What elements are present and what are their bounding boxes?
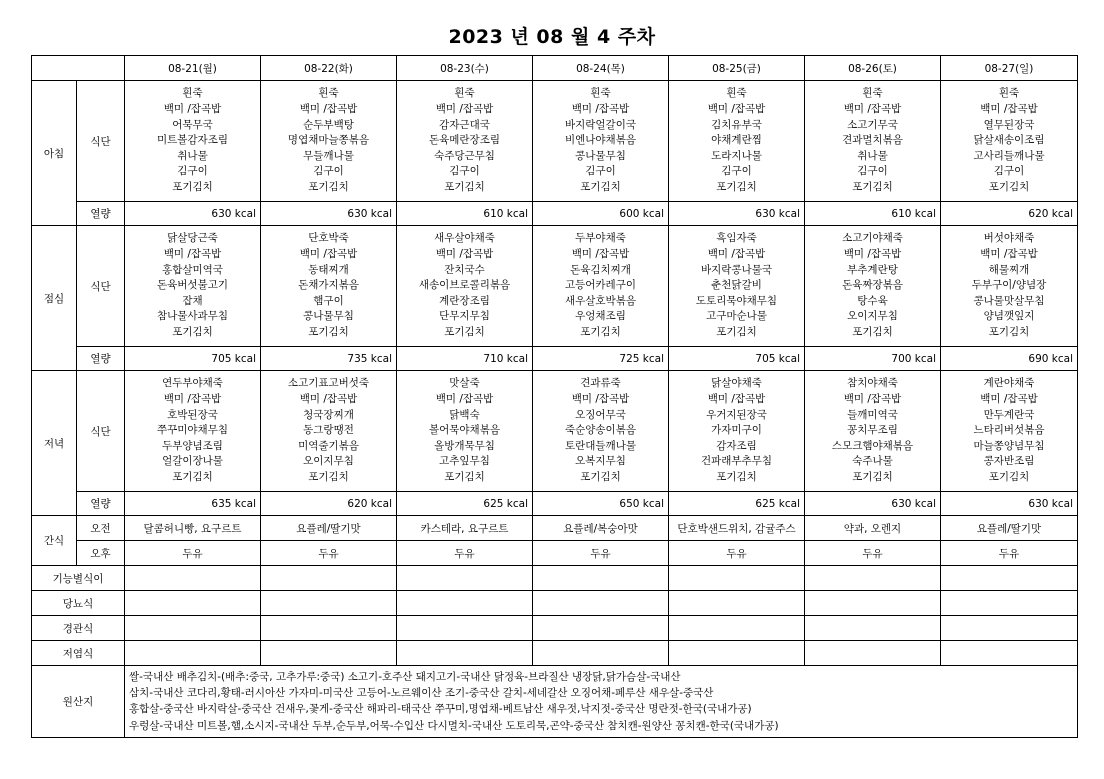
- menu-item: 바지락얼갈이국: [564, 118, 636, 131]
- menu-item: 흰죽: [454, 87, 475, 100]
- dinner-kcal-row: [32, 492, 1078, 516]
- snack-am-cell: 단호박샌드위치, 감귤주스: [669, 516, 805, 541]
- menu-item: 백미 /잡곡밥: [163, 248, 222, 261]
- empty-cell: [533, 591, 669, 616]
- page-title: 2023 년 08 월 4 주차: [448, 26, 656, 48]
- menu-item: 동그랑땡전: [303, 424, 354, 437]
- menu-item: 김구이: [857, 165, 888, 178]
- menu-item: 포기김치: [580, 470, 621, 483]
- menu-item: 돈육김치찌개: [570, 263, 631, 276]
- menu-item: 백미 /잡곡밥: [707, 103, 766, 116]
- menu-item: 포기김치: [852, 325, 893, 338]
- menu-item: 흰죽: [318, 87, 339, 100]
- snack-pm-row: [32, 541, 1078, 566]
- menu-item: 포기김치: [716, 470, 757, 483]
- menu-label: 식단: [77, 371, 125, 492]
- menu-item: 포기김치: [852, 180, 893, 193]
- menu-item: 백미 /잡곡밥: [843, 393, 902, 406]
- empty-cell: [397, 566, 533, 591]
- kcal-label: 열량: [77, 492, 125, 516]
- menu-item: 참치야채죽: [847, 377, 898, 390]
- menu-item: 들깨미역국: [847, 408, 898, 421]
- snack-pm-cell: 두유: [261, 541, 397, 566]
- menu-item: 연두부야채죽: [162, 377, 223, 390]
- menu-item: 바지락콩나물국: [700, 263, 772, 276]
- menu-item: 감자근대국: [439, 118, 490, 131]
- empty-cell: [533, 641, 669, 666]
- empty-cell: [533, 566, 669, 591]
- menu-item: 콩자반조림: [983, 455, 1035, 468]
- menu-item: 올방개묵무침: [434, 439, 495, 452]
- menu-item: 포기김치: [308, 325, 349, 338]
- origin-line: 삼치-국내산 코다리,황태-러시아산 가자미-미국산 고등어-노르웨이산 조기-중국산 갈치-세네갈산 오징어채-페루산 새우살-중국산: [129, 687, 714, 700]
- empty-cell: [261, 641, 397, 666]
- menu-item: 백미 /잡곡밥: [571, 248, 630, 261]
- menu-item: 백미 /잡곡밥: [571, 103, 630, 116]
- kcal-value: 635 kcal: [125, 492, 261, 516]
- menu-item: 미역줄기볶음: [298, 439, 359, 452]
- menu-item: 취나물: [857, 149, 888, 162]
- liquid-row: [32, 616, 1078, 641]
- empty-cell: [669, 591, 805, 616]
- empty-cell: [805, 591, 941, 616]
- menu-item: 포기김치: [580, 180, 621, 193]
- origin-line: 쌀-국내산 배추김치-(배추:중국, 고추가루:중국) 소고기-호주산 돼지고기-국내산 닭정육-브라질산 냉장닭,닭가슴살-국내산: [129, 671, 681, 683]
- dinner-label: 저녁: [32, 371, 77, 516]
- breakfast-kcal-row: [32, 202, 1078, 226]
- menu-item: 새우살야채죽: [434, 232, 495, 245]
- menu-item: 백미 /잡곡밥: [163, 103, 222, 116]
- menu-cell: [261, 371, 397, 492]
- menu-item: 오이지무침: [303, 455, 354, 468]
- empty-cell: [125, 591, 261, 616]
- menu-item: 느타리버섯볶음: [973, 424, 1045, 437]
- menu-item: 고구마순나물: [706, 310, 767, 323]
- menu-cell: [125, 371, 261, 492]
- menu-item: 흰죽: [998, 87, 1020, 100]
- menu-item: 포기김치: [716, 325, 757, 338]
- kcal-label: 열량: [77, 202, 125, 226]
- menu-item: 청국장찌개: [303, 408, 354, 421]
- menu-item: 스모크햄야채볶음: [831, 439, 914, 452]
- menu-cell: [805, 371, 941, 492]
- origin-row: [32, 666, 1078, 738]
- empty-cell: [125, 616, 261, 641]
- lunch-label: 점심: [32, 226, 77, 371]
- menu-item: 잡채: [182, 294, 203, 307]
- menu-item: 돈채가지볶음: [298, 279, 359, 292]
- empty-cell: [941, 641, 1078, 666]
- menu-item: 백미 /잡곡밥: [980, 248, 1038, 261]
- empty-cell: [805, 616, 941, 641]
- menu-item: 두부양념조림: [162, 439, 223, 452]
- menu-item: 백미 /잡곡밥: [707, 393, 766, 406]
- snack-am-cell: 요플레/딸기맛: [941, 516, 1078, 541]
- snack-pm-cell: 두유: [941, 541, 1078, 566]
- menu-cell: [669, 371, 805, 492]
- empty-cell: [261, 591, 397, 616]
- menu-item: 미트볼감자조림: [156, 134, 228, 147]
- kcal-value: 630 kcal: [669, 202, 805, 226]
- snack-pm-cell: 두유: [669, 541, 805, 566]
- menu-item: 흰죽: [862, 87, 883, 100]
- kcal-value: 710 kcal: [397, 347, 533, 371]
- menu-item: 볼어묵야채볶음: [428, 424, 500, 437]
- snack-am-row: [32, 516, 1078, 541]
- menu-item: 백미 /잡곡밥: [299, 103, 358, 116]
- menu-item: 취나물: [177, 149, 208, 162]
- menu-item: 도라지나물: [711, 149, 762, 162]
- menu-item: 포기김치: [444, 325, 485, 338]
- menu-item: 백미 /잡곡밥: [299, 393, 358, 406]
- kcal-value: 620 kcal: [941, 202, 1078, 226]
- functional-label: 기능별식이: [32, 566, 125, 591]
- date-header-row: [32, 56, 1078, 81]
- menu-item: 포기김치: [444, 470, 485, 483]
- origin-line: 홍합살-중국산 바지락살-중국산 건새우,꽃게-중국산 해파리-태국산 쭈꾸미,명엽채-베트남산 새우젓,낙지젓-중국산 명란젓-한국(국내가공): [129, 703, 752, 716]
- empty-cell: [397, 641, 533, 666]
- breakfast-label: 아침: [32, 81, 77, 226]
- day-header: 08-27(일): [941, 56, 1078, 81]
- menu-item: 소고기무국: [847, 118, 898, 131]
- menu-item: 오이지무침: [847, 310, 898, 323]
- menu-item: 단호박죽: [308, 232, 349, 245]
- menu-item: 돈육메란장조림: [428, 134, 500, 147]
- kcal-value: 650 kcal: [533, 492, 669, 516]
- menu-item: 우엉채조림: [575, 310, 626, 323]
- menu-item: 포기김치: [580, 325, 621, 338]
- snack-am-cell: 요플레/딸기맛: [261, 516, 397, 541]
- menu-item: 명엽채마늘쫑볶음: [287, 134, 370, 147]
- empty-cell: [941, 566, 1078, 591]
- menu-item: 고등어카레구이: [564, 279, 636, 292]
- snack-pm-cell: 두유: [533, 541, 669, 566]
- weekly-menu-table: [31, 55, 1078, 738]
- menu-item: 흰죽: [182, 87, 203, 100]
- empty-cell: [805, 641, 941, 666]
- lunch-kcal-row: [32, 347, 1078, 371]
- liquid-label: 경관식: [32, 616, 125, 641]
- menu-item: 참나물사과무침: [156, 310, 228, 323]
- menu-item: 포기김치: [852, 470, 893, 483]
- menu-item: 포기김치: [988, 325, 1030, 338]
- snack-am-cell: 요플레/복숭아맛: [533, 516, 669, 541]
- menu-label: 식단: [77, 81, 125, 202]
- menu-item: 꽁치무조림: [847, 424, 898, 437]
- menu-item: 김구이: [177, 165, 208, 178]
- menu-item: 쭈꾸미야채무침: [156, 424, 228, 437]
- menu-item: 우거지된장국: [706, 408, 767, 421]
- kcal-value: 705 kcal: [669, 347, 805, 371]
- menu-cell: [805, 81, 941, 202]
- menu-item: 김구이: [585, 165, 616, 178]
- menu-item: 백미 /잡곡밥: [435, 248, 494, 261]
- menu-item: 백미 /잡곡밥: [163, 393, 222, 406]
- menu-item: 탕수육: [857, 294, 888, 307]
- menu-item: 포기김치: [988, 470, 1030, 483]
- kcal-value: 630 kcal: [941, 492, 1078, 516]
- menu-item: 포기김치: [308, 470, 349, 483]
- breakfast-menu-row: [32, 81, 1078, 202]
- menu-item: 포기김치: [988, 180, 1030, 193]
- snack-pm-cell: 두유: [805, 541, 941, 566]
- menu-item: 포기김치: [716, 180, 757, 193]
- empty-cell: [261, 616, 397, 641]
- dinner-menu-row: [32, 371, 1078, 492]
- menu-item: 감자조림: [716, 439, 757, 452]
- menu-item: 콩나물맛살무침: [973, 294, 1045, 307]
- menu-item: 포기김치: [172, 180, 213, 193]
- menu-item: 두부야채죽: [575, 232, 626, 245]
- diabetes-row: [32, 591, 1078, 616]
- menu-item: 숙주당근무침: [434, 149, 495, 162]
- menu-item: 돈육짜장볶음: [842, 279, 903, 292]
- menu-cell: [397, 81, 533, 202]
- kcal-value: 630 kcal: [261, 202, 397, 226]
- menu-item: 흰죽: [590, 87, 611, 100]
- snack-am-cell: 달콤허니빵, 요구르트: [125, 516, 261, 541]
- menu-item: 오징어무국: [575, 408, 626, 421]
- menu-item: 김구이: [313, 165, 344, 178]
- day-header: 08-25(금): [669, 56, 805, 81]
- menu-cell: [125, 226, 261, 347]
- menu-item: 백미 /잡곡밥: [435, 103, 494, 116]
- menu-item: 호박된장국: [167, 408, 218, 421]
- menu-item: 백미 /잡곡밥: [435, 393, 494, 406]
- empty-cell: [941, 591, 1078, 616]
- menu-item: 해물찌개: [988, 263, 1030, 276]
- menu-item: 고사리들깨나물: [973, 149, 1045, 162]
- menu-item: 돈육버섯불고기: [156, 279, 228, 292]
- snack-pm-cell: 두유: [125, 541, 261, 566]
- menu-item: 닭살야채죽: [711, 377, 762, 390]
- menu-item: 어묵무국: [172, 118, 213, 131]
- am-label: 오전: [77, 516, 125, 541]
- menu-item: 순두부백탕: [303, 118, 354, 131]
- menu-item: 야채계란찜: [711, 134, 762, 147]
- origin-label: 원산지: [32, 666, 125, 738]
- menu-cell: [941, 226, 1078, 347]
- empty-cell: [125, 566, 261, 591]
- kcal-value: 600 kcal: [533, 202, 669, 226]
- functional-row: [32, 566, 1078, 591]
- menu-item: 견과멸치볶음: [842, 134, 903, 147]
- empty-cell: [669, 566, 805, 591]
- menu-cell: [533, 226, 669, 347]
- kcal-value: 700 kcal: [805, 347, 941, 371]
- menu-item: 잔치국수: [444, 263, 485, 276]
- menu-item: 무들깨나물: [303, 149, 354, 162]
- menu-item: 비엔나야채볶음: [564, 134, 636, 147]
- menu-item: 토란대들깨나물: [564, 439, 636, 452]
- snack-label: 간식: [32, 516, 77, 566]
- menu-cell: [261, 226, 397, 347]
- menu-item: 죽순양송이볶음: [564, 424, 636, 437]
- menu-item: 새송이브로콜리볶음: [418, 279, 511, 292]
- menu-item: 소고기야채죽: [842, 232, 903, 245]
- menu-item: 얼갈이장나물: [162, 455, 223, 468]
- menu-cell: [669, 81, 805, 202]
- menu-item: 김구이: [721, 165, 752, 178]
- menu-cell: [533, 81, 669, 202]
- menu-item: 포기김치: [172, 470, 213, 483]
- menu-item: 춘천닭갈비: [711, 279, 762, 292]
- menu-item: 김구이: [449, 165, 480, 178]
- menu-item: 백미 /잡곡밥: [980, 393, 1038, 406]
- origin-text: [125, 666, 1078, 738]
- menu-item: 만두계란국: [983, 408, 1035, 421]
- menu-item: 두부구이/양념장: [971, 279, 1047, 292]
- empty-cell: [533, 616, 669, 641]
- menu-cell: [669, 226, 805, 347]
- kcal-value: 625 kcal: [397, 492, 533, 516]
- menu-label: 식단: [77, 226, 125, 347]
- menu-item: 포기김치: [308, 180, 349, 193]
- menu-item: 소고기표고버섯죽: [287, 377, 370, 390]
- menu-item: 김구이: [993, 165, 1025, 178]
- snack-am-cell: 약과, 오렌지: [805, 516, 941, 541]
- menu-item: 마늘쫑양념무침: [973, 439, 1045, 452]
- menu-item: 닭백숙: [449, 408, 480, 421]
- kcal-value: 625 kcal: [669, 492, 805, 516]
- menu-cell: [533, 371, 669, 492]
- lunch-menu-row: [32, 226, 1078, 347]
- day-header: 08-21(월): [125, 56, 261, 81]
- menu-item: 양념깻잎지: [983, 310, 1035, 323]
- snack-am-cell: 카스테라, 요구르트: [397, 516, 533, 541]
- menu-item: 백미 /잡곡밥: [843, 103, 902, 116]
- empty-cell: [669, 616, 805, 641]
- menu-item: 맛살죽: [449, 377, 480, 390]
- menu-item: 백미 /잡곡밥: [843, 248, 902, 261]
- menu-item: 백미 /잡곡밥: [707, 248, 766, 261]
- menu-item: 콩나물무침: [575, 149, 626, 162]
- menu-cell: [261, 81, 397, 202]
- menu-item: 오복지무침: [575, 455, 626, 468]
- menu-item: 햄구이: [313, 294, 344, 307]
- kcal-value: 705 kcal: [125, 347, 261, 371]
- menu-item: 견과류죽: [580, 377, 621, 390]
- menu-item: 버섯야채죽: [983, 232, 1035, 245]
- empty-cell: [805, 566, 941, 591]
- menu-item: 동태찌개: [308, 263, 349, 276]
- menu-item: 도토리묵야채무침: [695, 294, 778, 307]
- empty-cell: [397, 616, 533, 641]
- menu-item: 부추계란탕: [847, 263, 898, 276]
- kcal-value: 610 kcal: [397, 202, 533, 226]
- menu-item: 포기김치: [172, 325, 213, 338]
- day-header: 08-23(수): [397, 56, 533, 81]
- menu-cell: [941, 81, 1078, 202]
- menu-item: 홍합살미역국: [162, 263, 223, 276]
- menu-item: 콩나물무침: [303, 310, 354, 323]
- header-corner: [32, 56, 125, 81]
- menu-item: 건파래부추무침: [700, 455, 772, 468]
- empty-cell: [941, 616, 1078, 641]
- kcal-label: 열량: [77, 347, 125, 371]
- menu-item: 계란장조림: [439, 294, 490, 307]
- day-header: 08-24(목): [533, 56, 669, 81]
- lowsalt-label: 저염식: [32, 641, 125, 666]
- diabetes-label: 당뇨식: [32, 591, 125, 616]
- menu-item: 백미 /잡곡밥: [299, 248, 358, 261]
- menu-item: 김치유부국: [711, 118, 762, 131]
- menu-item: 계란야채죽: [983, 377, 1035, 390]
- menu-item: 단무지무침: [439, 310, 490, 323]
- kcal-value: 735 kcal: [261, 347, 397, 371]
- menu-item: 흰죽: [726, 87, 747, 100]
- empty-cell: [261, 566, 397, 591]
- menu-item: 백미 /잡곡밥: [571, 393, 630, 406]
- kcal-value: 690 kcal: [941, 347, 1078, 371]
- day-header: 08-26(토): [805, 56, 941, 81]
- menu-item: 백미 /잡곡밥: [980, 103, 1038, 116]
- menu-item: 새우살호박볶음: [564, 294, 636, 307]
- day-header: 08-22(화): [261, 56, 397, 81]
- menu-item: 포기김치: [444, 180, 485, 193]
- menu-item: 닭살새송이조림: [973, 134, 1045, 147]
- kcal-value: 630 kcal: [805, 492, 941, 516]
- empty-cell: [125, 641, 261, 666]
- menu-item: 흑임자죽: [716, 232, 757, 245]
- snack-pm-cell: 두유: [397, 541, 533, 566]
- menu-cell: [397, 371, 533, 492]
- menu-cell: [805, 226, 941, 347]
- menu-cell: [941, 371, 1078, 492]
- empty-cell: [397, 591, 533, 616]
- menu-item: 가자미구이: [711, 424, 762, 437]
- kcal-value: 610 kcal: [805, 202, 941, 226]
- menu-cell: [125, 81, 261, 202]
- empty-cell: [669, 641, 805, 666]
- menu-item: 열무된장국: [983, 118, 1035, 131]
- lowsalt-row: [32, 641, 1078, 666]
- menu-item: 닭살당근죽: [167, 232, 218, 245]
- menu-cell: [397, 226, 533, 347]
- kcal-value: 630 kcal: [125, 202, 261, 226]
- pm-label: 오후: [77, 541, 125, 566]
- kcal-value: 620 kcal: [261, 492, 397, 516]
- menu-item: 고추잎무침: [439, 455, 490, 468]
- origin-line: 우렁살-국내산 미트볼,햄,소시지-국내산 두부,순두부,어묵-수입산 다시멸치-국내산 도토리묵,곤약-중국산 참치캔-원양산 꽁치캔-한국(국내가공): [129, 719, 779, 732]
- menu-item: 숙주나물: [852, 455, 893, 468]
- kcal-value: 725 kcal: [533, 347, 669, 371]
